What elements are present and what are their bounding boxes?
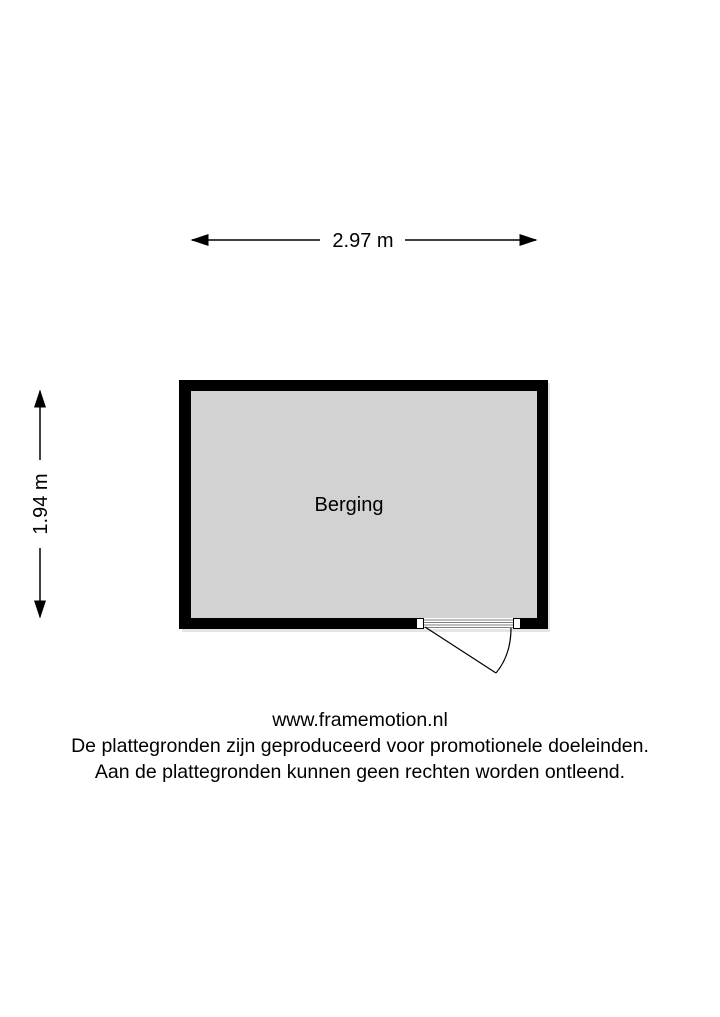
height-label: 1.94 m bbox=[30, 473, 52, 535]
room-label: Berging bbox=[314, 494, 384, 516]
width-dimension bbox=[192, 230, 536, 252]
website-text: www.framemotion.nl bbox=[272, 709, 448, 731]
room-berging bbox=[179, 380, 550, 673]
disclaimer-line-2: Aan de plattegronden kunnen geen rechten worden ontleend. bbox=[94, 761, 626, 783]
door-icon bbox=[425, 627, 511, 673]
height-dimension bbox=[30, 391, 52, 617]
width-label: 2.97 m bbox=[332, 230, 394, 252]
disclaimer-line-1: De plattegronden zijn geproduceerd voor promotionele doeleinden. bbox=[71, 735, 649, 757]
